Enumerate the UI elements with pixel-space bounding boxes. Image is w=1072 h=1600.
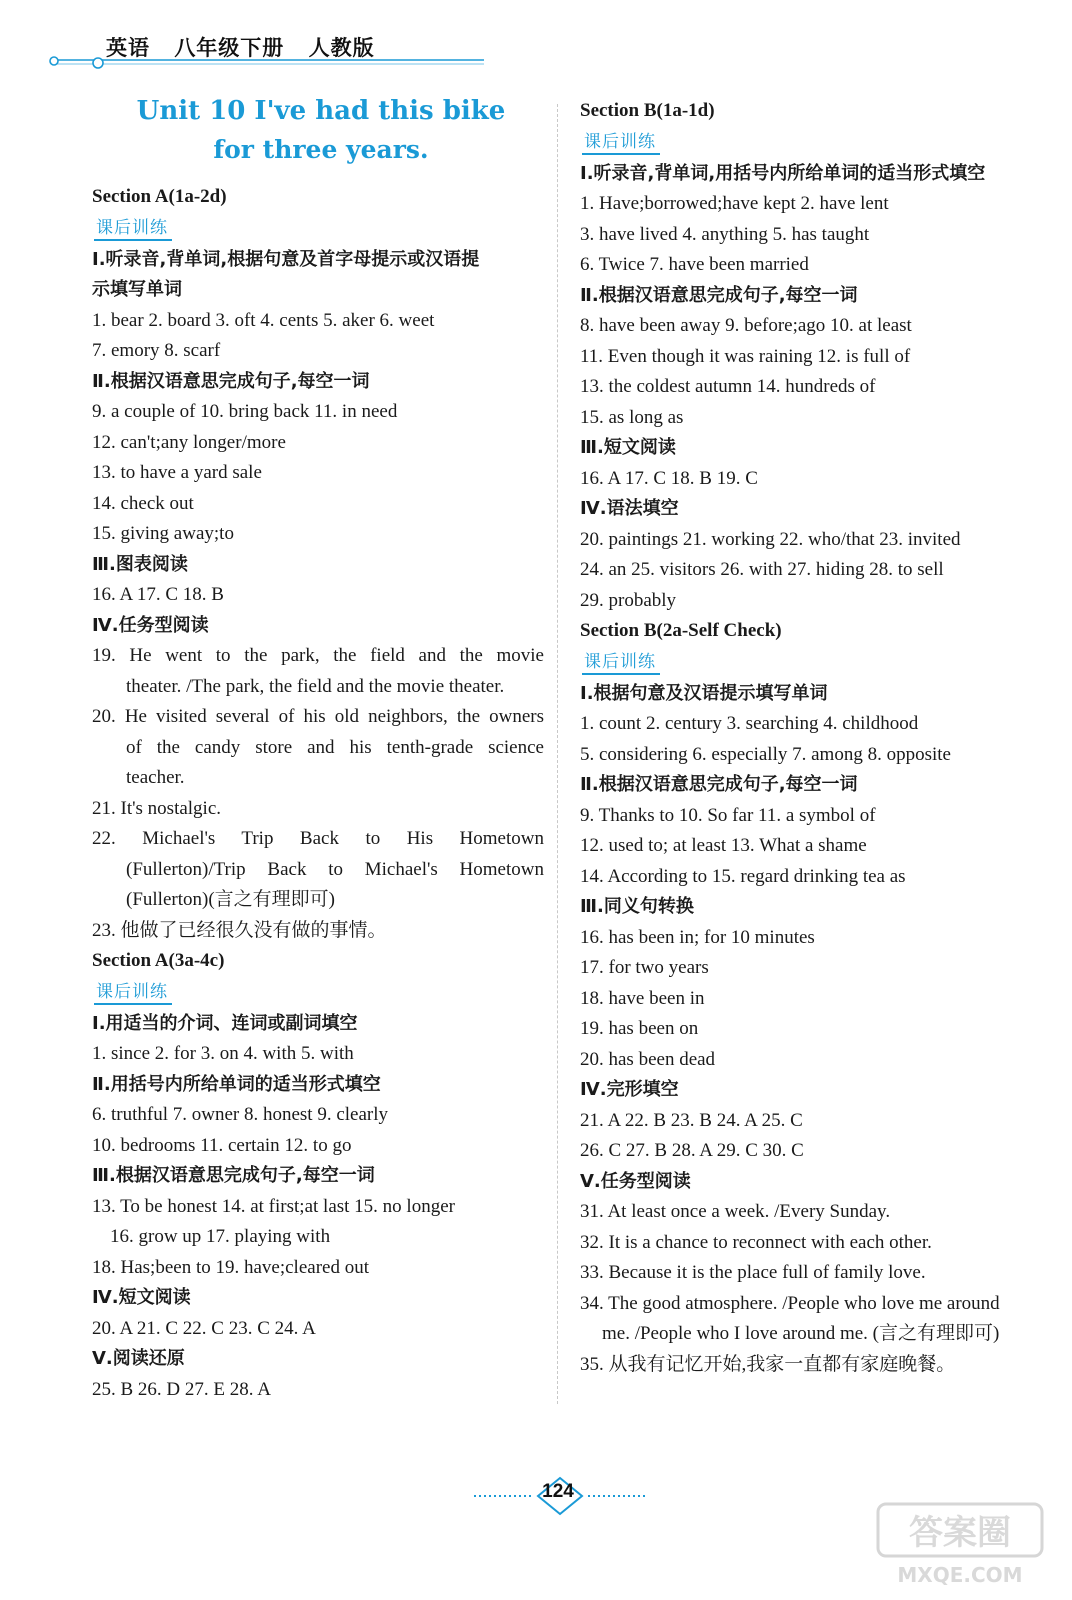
answer-logo-watermark (872, 1500, 1048, 1588)
section-title: Section B(2a-Self Check) (580, 620, 782, 641)
answer-line: 26. C 27. B 28. A 29. C 30. C (580, 1140, 804, 1161)
answer-line: 18. have been in (580, 987, 705, 1009)
answer-line: 33. Because it is the place full of family love. (580, 1262, 926, 1283)
answer-line: 15. as long as (580, 406, 684, 428)
answer-line: 24. an 25. visitors 26. with 27. hiding 28. to sell (580, 559, 944, 580)
unit-title-line-2: for three years. (213, 135, 429, 164)
answer-line: 6. Twice 7. have been married (580, 254, 809, 275)
answer-line: 21. A 22. B 23. B 24. A 25. C (580, 1109, 803, 1131)
answer-line: 34. The good atmosphere. /People who love me around (580, 1292, 1000, 1314)
answer-line: 20. paintings 21. working 22. who/that 23. invited (580, 528, 961, 550)
part-heading: Ⅳ.语法填空 (580, 498, 679, 519)
answer-line: 22. Michael's Trip Back to His Hometown (92, 828, 544, 849)
header-edition: 人教版 (308, 36, 375, 60)
answer-line-cont: me. /People who I love around me. (言之有理即可) (602, 1323, 1000, 1344)
answer-line: 23. 他做了已经很久没有做的事情。 (92, 919, 387, 941)
part-heading: Ⅰ.根据句意及汉语提示填写单词 (580, 682, 828, 704)
answer-line: 9. Thanks to 10. So far 11. a symbol of (580, 804, 876, 826)
part-heading: Ⅳ.任务型阅读 (92, 614, 209, 636)
answer-line: 16. A 17. C 18. B (92, 584, 224, 605)
answer-line: 25. B 26. D 27. E 28. A (92, 1378, 271, 1400)
column-divider (557, 104, 558, 1404)
answer-line: 16. has been in; for 10 minutes (580, 926, 815, 948)
exercise-tag: 课后训练 (94, 217, 172, 241)
answer-line-cont: of the candy store and his tenth-grade science (126, 736, 544, 758)
answer-line: 9. a couple of 10. bring back 11. in need (92, 401, 398, 422)
part-heading: Ⅳ.完形填空 (580, 1079, 679, 1100)
answer-line-cont: (Fullerton)(言之有理即可) (126, 889, 335, 910)
answer-line-cont: teacher. (126, 767, 185, 788)
answer-line: 13. to have a yard sale (92, 462, 262, 483)
part-heading: Ⅲ.根据汉语意思完成句子,每空一词 (92, 1165, 375, 1186)
answer-line: 7. emory 8. scarf (92, 340, 221, 361)
part-heading: Ⅲ.同义句转换 (580, 896, 694, 917)
part-heading: Ⅱ.根据汉语意思完成句子,每空一词 (580, 284, 858, 306)
answer-line: 14. check out (92, 492, 194, 514)
answer-line: 19. He went to the park, the field and the movie (92, 645, 544, 666)
answer-line: 19. has been on (580, 1018, 699, 1039)
answer-line: 13. the coldest autumn 14. hundreds of (580, 376, 876, 397)
answer-line: 12. used to; at least 13. What a shame (580, 835, 867, 856)
header-subject: 英语 (106, 36, 150, 60)
answer-line: 8. have been away 9. before;ago 10. at least (580, 315, 912, 336)
answer-line: 20. A 21. C 22. C 23. C 24. A (92, 1317, 316, 1339)
section-title: Section A(1a-2d) (92, 186, 227, 207)
header-grade: 八年级下册 (174, 36, 285, 60)
part-heading: Ⅴ.任务型阅读 (580, 1170, 691, 1192)
svg-text:答案圈: 答案圈 (909, 1513, 1011, 1553)
exercise-tag: 课后训练 (94, 981, 172, 1005)
answer-line: 12. can't;any longer/more (92, 431, 286, 453)
part-heading: Ⅱ.根据汉语意思完成句子,每空一词 (580, 774, 858, 795)
part-heading: Ⅰ.听录音,背单词,用括号内所给单词的适当形式填空 (580, 162, 986, 184)
answer-line: 1. since 2. for 3. on 4. with 5. with (92, 1043, 354, 1064)
part-heading: Ⅰ.听录音,背单词,根据句意及首字母提示或汉语提 (92, 248, 480, 270)
answer-line: 18. Has;been to 19. have;cleared out (92, 1256, 369, 1278)
answer-line: 16. grow up 17. playing with (110, 1226, 331, 1247)
answer-line: 13. To be honest 14. at first;at last 15. no longer (92, 1195, 455, 1217)
answer-line: 20. has been dead (580, 1048, 716, 1070)
header-decoration-line (48, 56, 488, 72)
left-column (92, 182, 544, 1405)
part-heading: Ⅳ.短文阅读 (92, 1287, 191, 1308)
answer-line: 15. giving away;to (92, 523, 234, 544)
answer-line: 16. A 17. C 18. B 19. C (580, 467, 758, 489)
section-title: Section B(1a-1d) (580, 100, 715, 121)
part-heading: Ⅱ.根据汉语意思完成句子,每空一词 (92, 370, 370, 392)
exercise-tag: 课后训练 (582, 131, 660, 155)
answer-line: 14. According to 15. regard drinking tea as (580, 865, 906, 887)
answer-line: 32. It is a chance to reconnect with each other. (580, 1231, 932, 1253)
part-heading: Ⅰ.用适当的介词、连词或副词填空 (92, 1012, 358, 1034)
answer-line: 35. 从我有记忆开始,我家一直都有家庭晚餐。 (580, 1353, 956, 1375)
answer-line: 21. It's nostalgic. (92, 797, 222, 819)
svg-text:MXQE.COM: MXQE.COM (897, 1563, 1023, 1587)
answer-line: 1. Have;borrowed;have kept 2. have lent (580, 193, 889, 214)
answer-line: 11. Even though it was raining 12. is full of (580, 345, 911, 367)
answer-line: 5. considering 6. especially 7. among 8. opposite (580, 743, 951, 765)
exercise-tag: 课后训练 (582, 651, 660, 675)
unit-title-line-1: Unit 10 I've had this bike (136, 96, 506, 126)
part-heading: Ⅴ.阅读还原 (92, 1348, 185, 1369)
answer-line-cont: theater. /The park, the field and the movie theater. (126, 675, 505, 697)
part-heading-cont: 示填写单词 (92, 279, 182, 300)
answer-line: 1. bear 2. board 3. oft 4. cents 5. aker 6. weet (92, 309, 435, 331)
answer-line: 17. for two years (580, 957, 709, 978)
page-number: 124 (542, 1481, 574, 1502)
part-heading: Ⅲ.图表阅读 (92, 553, 188, 575)
answer-line: 29. probably (580, 589, 677, 611)
part-heading: Ⅲ.短文阅读 (580, 437, 676, 458)
answer-line: 1. count 2. century 3. searching 4. childhood (580, 713, 919, 734)
section-title: Section A(3a-4c) (92, 950, 225, 971)
answer-line: 20. He visited several of his old neighbors, the owners (92, 706, 544, 727)
part-heading: Ⅱ.用括号内所给单词的适当形式填空 (92, 1073, 381, 1095)
answer-line: 6. truthful 7. owner 8. honest 9. clearly (92, 1104, 389, 1125)
answer-line-cont: (Fullerton)/Trip Back to Michael's Hometown (126, 858, 544, 880)
answer-line: 31. At least once a week. /Every Sunday. (580, 1201, 891, 1222)
answer-line: 10. bedrooms 11. certain 12. to go (92, 1134, 352, 1156)
right-column (580, 96, 1040, 1380)
answer-line: 3. have lived 4. anything 5. has taught (580, 223, 870, 245)
